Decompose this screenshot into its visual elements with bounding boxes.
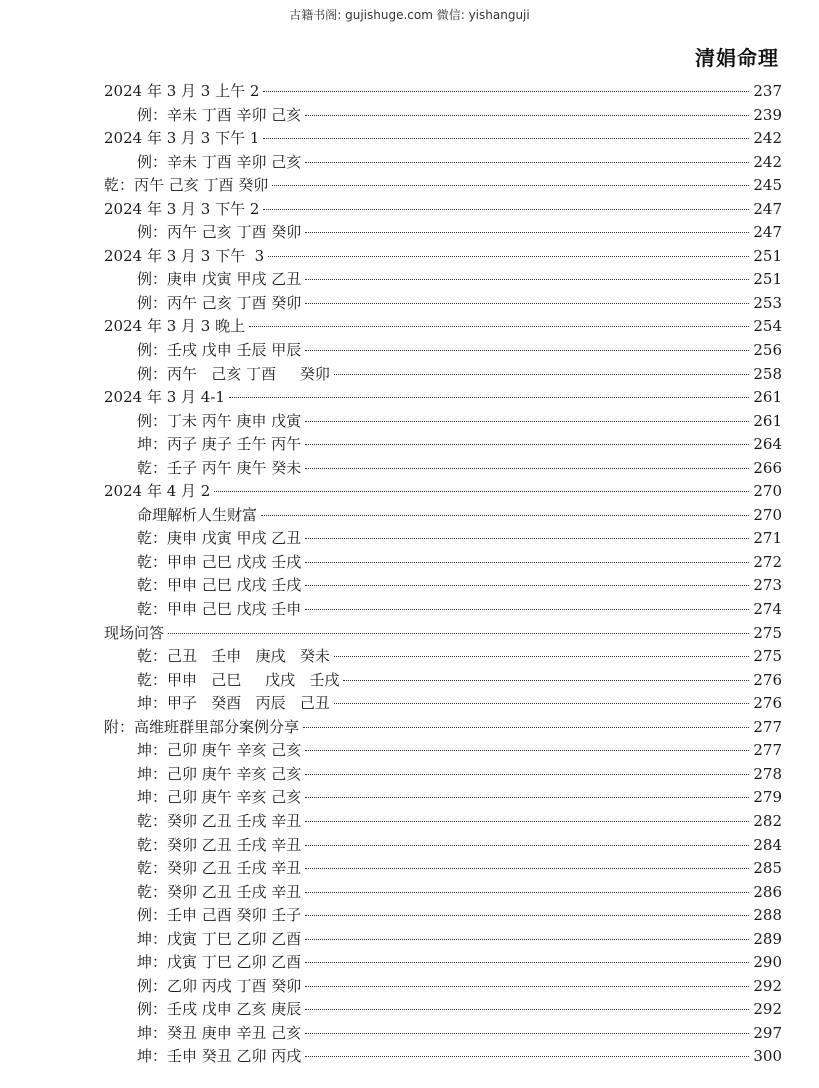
toc-entry-page: 256 xyxy=(753,341,782,360)
toc-entry-title: 坤：己卯 庚午 辛亥 己亥 xyxy=(137,764,302,783)
dot-leader xyxy=(305,939,749,940)
dot-leader xyxy=(263,91,749,92)
toc-entry[interactable] xyxy=(104,386,782,410)
dot-leader xyxy=(305,1009,749,1010)
toc-entry-title: 乾：庚申 戊寅 甲戌 乙丑 xyxy=(137,529,302,548)
dot-leader xyxy=(305,797,749,798)
toc-entry-page: 261 xyxy=(753,388,782,407)
toc-entry[interactable] xyxy=(104,551,782,575)
toc-entry-title: 例：丙午 己亥 丁酉 癸卯 xyxy=(137,364,330,383)
toc-entry-page: 270 xyxy=(753,482,782,501)
dot-leader xyxy=(305,562,749,563)
toc-entry[interactable] xyxy=(104,339,782,363)
toc-entry-title: 乾：甲申 己巳 戊戌 壬戌 xyxy=(137,670,340,689)
toc-entry-title: 例：壬戌 戊申 壬辰 甲辰 xyxy=(137,341,302,360)
toc-entry-title: 坤：己卯 庚午 辛亥 己亥 xyxy=(137,741,302,760)
toc-entry[interactable] xyxy=(104,174,782,198)
toc-entry[interactable] xyxy=(104,527,782,551)
toc-entry-page: 251 xyxy=(753,246,782,265)
toc-entry-title: 2024 年 3 月 3 下午 2 xyxy=(104,199,260,218)
dot-leader xyxy=(305,868,749,869)
toc-entry-title: 命理解析人生财富 xyxy=(137,505,258,524)
toc-entry[interactable] xyxy=(104,998,782,1022)
toc-entry-title: 乾：癸卯 乙丑 壬戌 辛丑 xyxy=(137,835,302,854)
toc-entry-page: 247 xyxy=(753,223,782,242)
dot-leader xyxy=(305,1056,749,1057)
toc-entry-title: 坤：戊寅 丁巳 乙卯 乙酉 xyxy=(137,953,302,972)
toc-entry[interactable] xyxy=(104,739,782,763)
dot-leader xyxy=(305,303,749,304)
toc-entry-page: 237 xyxy=(753,82,782,100)
toc-entry-page: 292 xyxy=(753,1000,782,1019)
toc-entry-title: 坤：甲子 癸酉 丙辰 己丑 xyxy=(137,694,330,713)
toc-entry-page: 275 xyxy=(753,623,782,642)
toc-entry[interactable] xyxy=(104,292,782,316)
dot-leader xyxy=(305,115,749,116)
toc-entry-page: 275 xyxy=(753,647,782,666)
dot-leader xyxy=(305,279,749,280)
toc-entry-page: 271 xyxy=(753,529,782,548)
dot-leader xyxy=(305,232,749,233)
toc-entry[interactable] xyxy=(104,598,782,622)
watermark-header: 古籍书阁: gujishuge.com 微信: yishanguji xyxy=(289,8,530,22)
toc-entry[interactable] xyxy=(104,834,782,858)
dot-leader xyxy=(305,609,749,610)
toc-entry[interactable] xyxy=(104,928,782,952)
toc-entry[interactable] xyxy=(104,1022,782,1046)
toc-entry-page: 286 xyxy=(753,882,782,901)
toc-entry[interactable] xyxy=(104,1045,782,1069)
toc-entry-page: 273 xyxy=(753,576,782,595)
toc-entry-page: 264 xyxy=(753,435,782,454)
toc-entry-page: 279 xyxy=(753,788,782,807)
dot-leader xyxy=(343,680,749,681)
toc-entry[interactable] xyxy=(104,151,782,175)
toc-entry[interactable] xyxy=(104,221,782,245)
toc-entry-page: 261 xyxy=(753,411,782,430)
dot-leader xyxy=(305,350,749,351)
toc-entry-page: 247 xyxy=(753,199,782,218)
dot-leader xyxy=(305,1033,749,1034)
dot-leader xyxy=(305,774,749,775)
toc-entry[interactable] xyxy=(104,881,782,905)
toc-entry-page: 292 xyxy=(753,976,782,995)
toc-entry-page: 277 xyxy=(753,741,782,760)
toc-entry-title: 2024 年 3 月 3 下午 3 xyxy=(104,246,265,265)
toc-entry-page: 276 xyxy=(753,694,782,713)
toc-entry[interactable] xyxy=(104,433,782,457)
toc-entry[interactable] xyxy=(104,574,782,598)
toc-entry-title: 乾：癸卯 乙丑 壬戌 辛丑 xyxy=(137,882,302,901)
toc-entry-page: 251 xyxy=(753,270,782,289)
toc-entry[interactable] xyxy=(104,363,782,387)
toc-entry[interactable] xyxy=(104,975,782,999)
toc-entry-title: 例：丙午 己亥 丁酉 癸卯 xyxy=(137,223,302,242)
toc-entry-page: 270 xyxy=(753,505,782,524)
toc-entry[interactable] xyxy=(104,669,782,693)
toc-entry-title: 例：乙卯 丙戌 丁酉 癸卯 xyxy=(137,976,302,995)
toc-entry-page: 266 xyxy=(753,458,782,477)
toc-entry-title: 2024 年 3 月 3 晚上 xyxy=(104,317,246,336)
toc-entry-title: 例：庚申 戊寅 甲戌 乙丑 xyxy=(137,270,302,289)
toc-entry-title: 乾：甲申 己巳 戊戌 壬戌 xyxy=(137,552,302,571)
toc-entry-title: 乾：甲申 己巳 戊戌 壬戌 xyxy=(137,576,302,595)
toc-entry-page: 254 xyxy=(753,317,782,336)
toc-entry-page: 282 xyxy=(753,811,782,830)
toc-entry-title: 2024 年 3 月 3 下午 1 xyxy=(104,129,260,148)
toc-entry-page: 245 xyxy=(753,176,782,195)
toc-entry-page: 284 xyxy=(753,835,782,854)
toc-entry[interactable] xyxy=(104,410,782,434)
toc-entry[interactable] xyxy=(104,268,782,292)
dot-leader xyxy=(261,515,749,516)
dot-leader xyxy=(268,256,749,257)
toc-entry[interactable] xyxy=(104,104,782,128)
dot-leader xyxy=(305,538,749,539)
toc-entry[interactable] xyxy=(104,80,782,104)
dot-leader xyxy=(305,750,749,751)
toc-entry-page: 274 xyxy=(753,600,782,619)
dot-leader xyxy=(214,491,749,492)
toc-entry-title: 2024 年 3 月 3 上午 2 xyxy=(104,82,260,100)
toc-entry-title: 附：高维班群里部分案例分享 xyxy=(104,717,300,736)
toc-entry[interactable] xyxy=(104,763,782,787)
toc-entry-title: 例：辛未 丁酉 辛卯 己亥 xyxy=(137,152,302,171)
dot-leader xyxy=(272,185,749,186)
toc-entry-page: 289 xyxy=(753,929,782,948)
toc-entry-page: 288 xyxy=(753,906,782,925)
toc-entry-page: 276 xyxy=(753,670,782,689)
dot-leader xyxy=(334,374,749,375)
toc-entry-page: 290 xyxy=(753,953,782,972)
toc-entry-title: 乾：丙午 己亥 丁酉 癸卯 xyxy=(104,176,269,195)
toc-entry[interactable] xyxy=(104,315,782,339)
dot-leader xyxy=(305,421,749,422)
table-of-contents xyxy=(104,80,782,1069)
toc-entry-page: 285 xyxy=(753,859,782,878)
toc-entry[interactable] xyxy=(104,951,782,975)
toc-entry-title: 坤：丙子 庚子 壬午 丙午 xyxy=(137,435,302,454)
toc-entry-title: 例：辛未 丁酉 辛卯 己亥 xyxy=(137,105,302,124)
toc-entry-title: 例：丙午 己亥 丁酉 癸卯 xyxy=(137,293,302,312)
toc-entry[interactable] xyxy=(104,857,782,881)
toc-entry-page: 277 xyxy=(753,717,782,736)
dot-leader xyxy=(305,585,749,586)
dot-leader xyxy=(334,656,749,657)
dot-leader xyxy=(305,468,749,469)
dot-leader xyxy=(263,209,749,210)
toc-entry-title: 坤：己卯 庚午 辛亥 己亥 xyxy=(137,788,302,807)
toc-entry-page: 272 xyxy=(753,552,782,571)
toc-entry-title: 例：丁未 丙午 庚申 戊寅 xyxy=(137,411,302,430)
toc-entry-page: 253 xyxy=(753,293,782,312)
toc-entry[interactable] xyxy=(104,904,782,928)
toc-entry-title: 乾：癸卯 乙丑 壬戌 辛丑 xyxy=(137,859,302,878)
dot-leader xyxy=(305,892,749,893)
toc-entry-page: 278 xyxy=(753,764,782,783)
toc-entry[interactable] xyxy=(104,198,782,222)
toc-entry[interactable] xyxy=(104,127,782,151)
dot-leader xyxy=(303,727,749,728)
dot-leader xyxy=(305,986,749,987)
toc-entry-page: 239 xyxy=(753,105,782,124)
toc-entry-title: 坤：壬申 癸丑 乙卯 丙戌 xyxy=(137,1047,302,1066)
toc-entry[interactable] xyxy=(104,692,782,716)
book-title: 清娟命理 xyxy=(695,46,779,70)
toc-entry-title: 乾：壬子 丙午 庚午 癸未 xyxy=(137,458,302,477)
toc-entry[interactable] xyxy=(104,457,782,481)
toc-entry-page: 258 xyxy=(753,364,782,383)
dot-leader xyxy=(334,703,749,704)
toc-entry-page: 242 xyxy=(753,152,782,171)
dot-leader xyxy=(249,326,749,327)
dot-leader xyxy=(305,162,749,163)
toc-entry[interactable] xyxy=(104,786,782,810)
toc-entry[interactable] xyxy=(104,716,782,740)
dot-leader xyxy=(305,845,749,846)
toc-entry[interactable] xyxy=(104,480,782,504)
dot-leader xyxy=(229,397,749,398)
toc-entry-title: 乾：癸卯 乙丑 壬戌 辛丑 xyxy=(137,811,302,830)
toc-entry[interactable] xyxy=(104,622,782,646)
dot-leader xyxy=(305,444,749,445)
toc-entry[interactable] xyxy=(104,504,782,528)
dot-leader xyxy=(305,915,749,916)
toc-entry-title: 乾：甲申 己巳 戊戌 壬申 xyxy=(137,600,302,619)
toc-entry-page: 300 xyxy=(753,1047,782,1066)
toc-entry-title: 坤：癸丑 庚申 辛丑 己亥 xyxy=(137,1023,302,1042)
toc-entry-title: 例：壬申 己酉 癸卯 壬子 xyxy=(137,906,302,925)
toc-entry-title: 2024 年 3 月 4-1 xyxy=(104,388,225,407)
toc-entry-page: 242 xyxy=(753,129,782,148)
dot-leader xyxy=(305,821,749,822)
toc-entry[interactable] xyxy=(104,645,782,669)
toc-entry[interactable] xyxy=(104,245,782,269)
toc-entry[interactable] xyxy=(104,810,782,834)
toc-entry-title: 坤：戊寅 丁巳 乙卯 乙酉 xyxy=(137,929,302,948)
toc-entry-page: 297 xyxy=(753,1023,782,1042)
dot-leader xyxy=(305,962,749,963)
toc-entry-title: 乾：己丑 壬申 庚戌 癸未 xyxy=(137,647,330,666)
dot-leader xyxy=(168,633,749,634)
toc-entry-title: 现场问答 xyxy=(104,623,165,642)
toc-entry-title: 2024 年 4 月 2 xyxy=(104,482,211,501)
dot-leader xyxy=(263,138,749,139)
toc-entry-title: 例：壬戌 戊申 乙亥 庚辰 xyxy=(137,1000,302,1019)
